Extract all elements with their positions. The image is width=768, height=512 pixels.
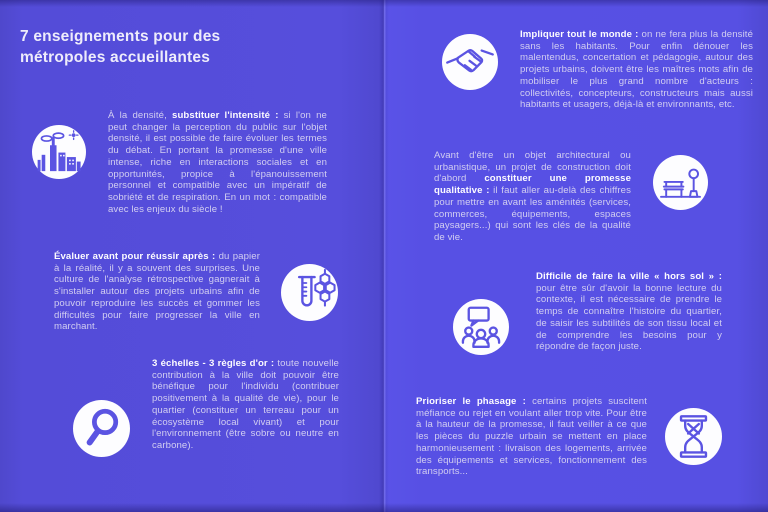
section-intensity-body: si l'on ne peut changer la perception du public sur l'objet densité, il est possible de faire évoluer les termes du débat. En portant la promesse d'une ville intense, riche en interactions sociales et en opportunités, propice à l'épanouissement personnel et compatible avec un impératif de sobriété et de respiration. En un mot : compatible avec les enjeux du siècle ! <box>108 110 327 215</box>
section-context-text <box>536 271 722 353</box>
page-title: 7 enseignements pour des métropoles accueillantes <box>20 28 221 66</box>
section-context-body: pour être sûr d'avoir la bonne lecture du contexte, il est nécessaire de prendre le temps de connaître l'histoire du quartier, de saisir les subtilités de son tissu local et de comprendre les besoins pour y répondre de façon juste. <box>536 282 722 353</box>
section-evaluation-text <box>54 251 260 333</box>
section-intensity-text <box>108 110 327 215</box>
section-promise-body: il faut aller au-delà des chiffres pour mettre en avant les aménités (services, commerces, équipements, espaces paysagers...) qui sont les clés de la qualité de vie. <box>434 185 631 243</box>
section-involve-body: on ne fera plus la densité sans les habitants. Pour enfin dénouer les malentendus, concertation et pédagogie, autour des projets urbains, doivent être les maîtres mots afin de mobiliser le plus grand nombre d'acteurs : collectivités, concepteurs, constructeurs mais aussi habitants et usagers, déjà-là et environnants, etc. <box>520 29 753 111</box>
handshake-icon <box>442 34 498 90</box>
magnifier-icon <box>73 400 130 457</box>
top-edge-shadow <box>0 0 768 7</box>
section-phasing-body: certains projets suscitent méfiance ou rejet en voulant aller trop vite. Pour être à la hauteur de la promesse, il faut veiller à ce que les pièces du puzzle urbain se mettent en place harmonieusement : livraison des logements, arrivée des équipements et services, fonctionnement des transports... <box>416 396 647 478</box>
section-phasing-lead: Prioriser le phasage : <box>416 396 533 407</box>
section-context-lead: Difficile de faire la ville « hors sol » : <box>536 271 722 282</box>
bench-streetlamp-icon <box>653 155 708 210</box>
section-promise-pre: Avant d'être un objet architectural ou urbanistique, un projet de construction doit d'abord <box>434 150 631 185</box>
test-tube-molecule-icon <box>281 264 338 321</box>
bottom-edge-shadow <box>0 503 768 512</box>
section-promise-text <box>434 150 631 244</box>
section-promise-lead: constituer une promesse qualitative : <box>434 173 632 197</box>
section-phasing-text <box>416 396 647 478</box>
section-involve-text <box>520 29 753 111</box>
group-discussion-icon <box>453 299 509 355</box>
hourglass-icon <box>665 408 722 465</box>
section-scales-body: toute nouvelle contribution à la ville doit pouvoir être bénéfique pour l'individu (contribuer positivement à la qualité de vie), pour le quartier (constituer un terreau pour un écosystème local vivant) et pour l'environnement (être sobre ou neutre en carbone). <box>152 358 339 451</box>
page-seam <box>379 0 389 512</box>
section-scales-lead: 3 échelles - 3 règles d'or : <box>152 358 278 369</box>
section-involve-lead: Impliquer tout le monde : <box>520 29 642 40</box>
city-skyline-icon <box>32 125 86 179</box>
section-evaluation-lead: Évaluer avant pour réussir après : <box>54 251 219 262</box>
section-intensity-lead: substituer l'intensité : <box>172 110 284 121</box>
section-intensity-pre: À la densité, <box>108 110 173 121</box>
section-evaluation-body: du papier à la réalité, il y a souvent des surprises. Une culture de l'analyse rétrospective gagnerait à s'installer autour des projets urbains afin de pouvoir reproduire les succès et gommer les difficultés pour faire progresser la ville en marchant. <box>54 251 261 333</box>
section-scales-text <box>152 358 339 452</box>
